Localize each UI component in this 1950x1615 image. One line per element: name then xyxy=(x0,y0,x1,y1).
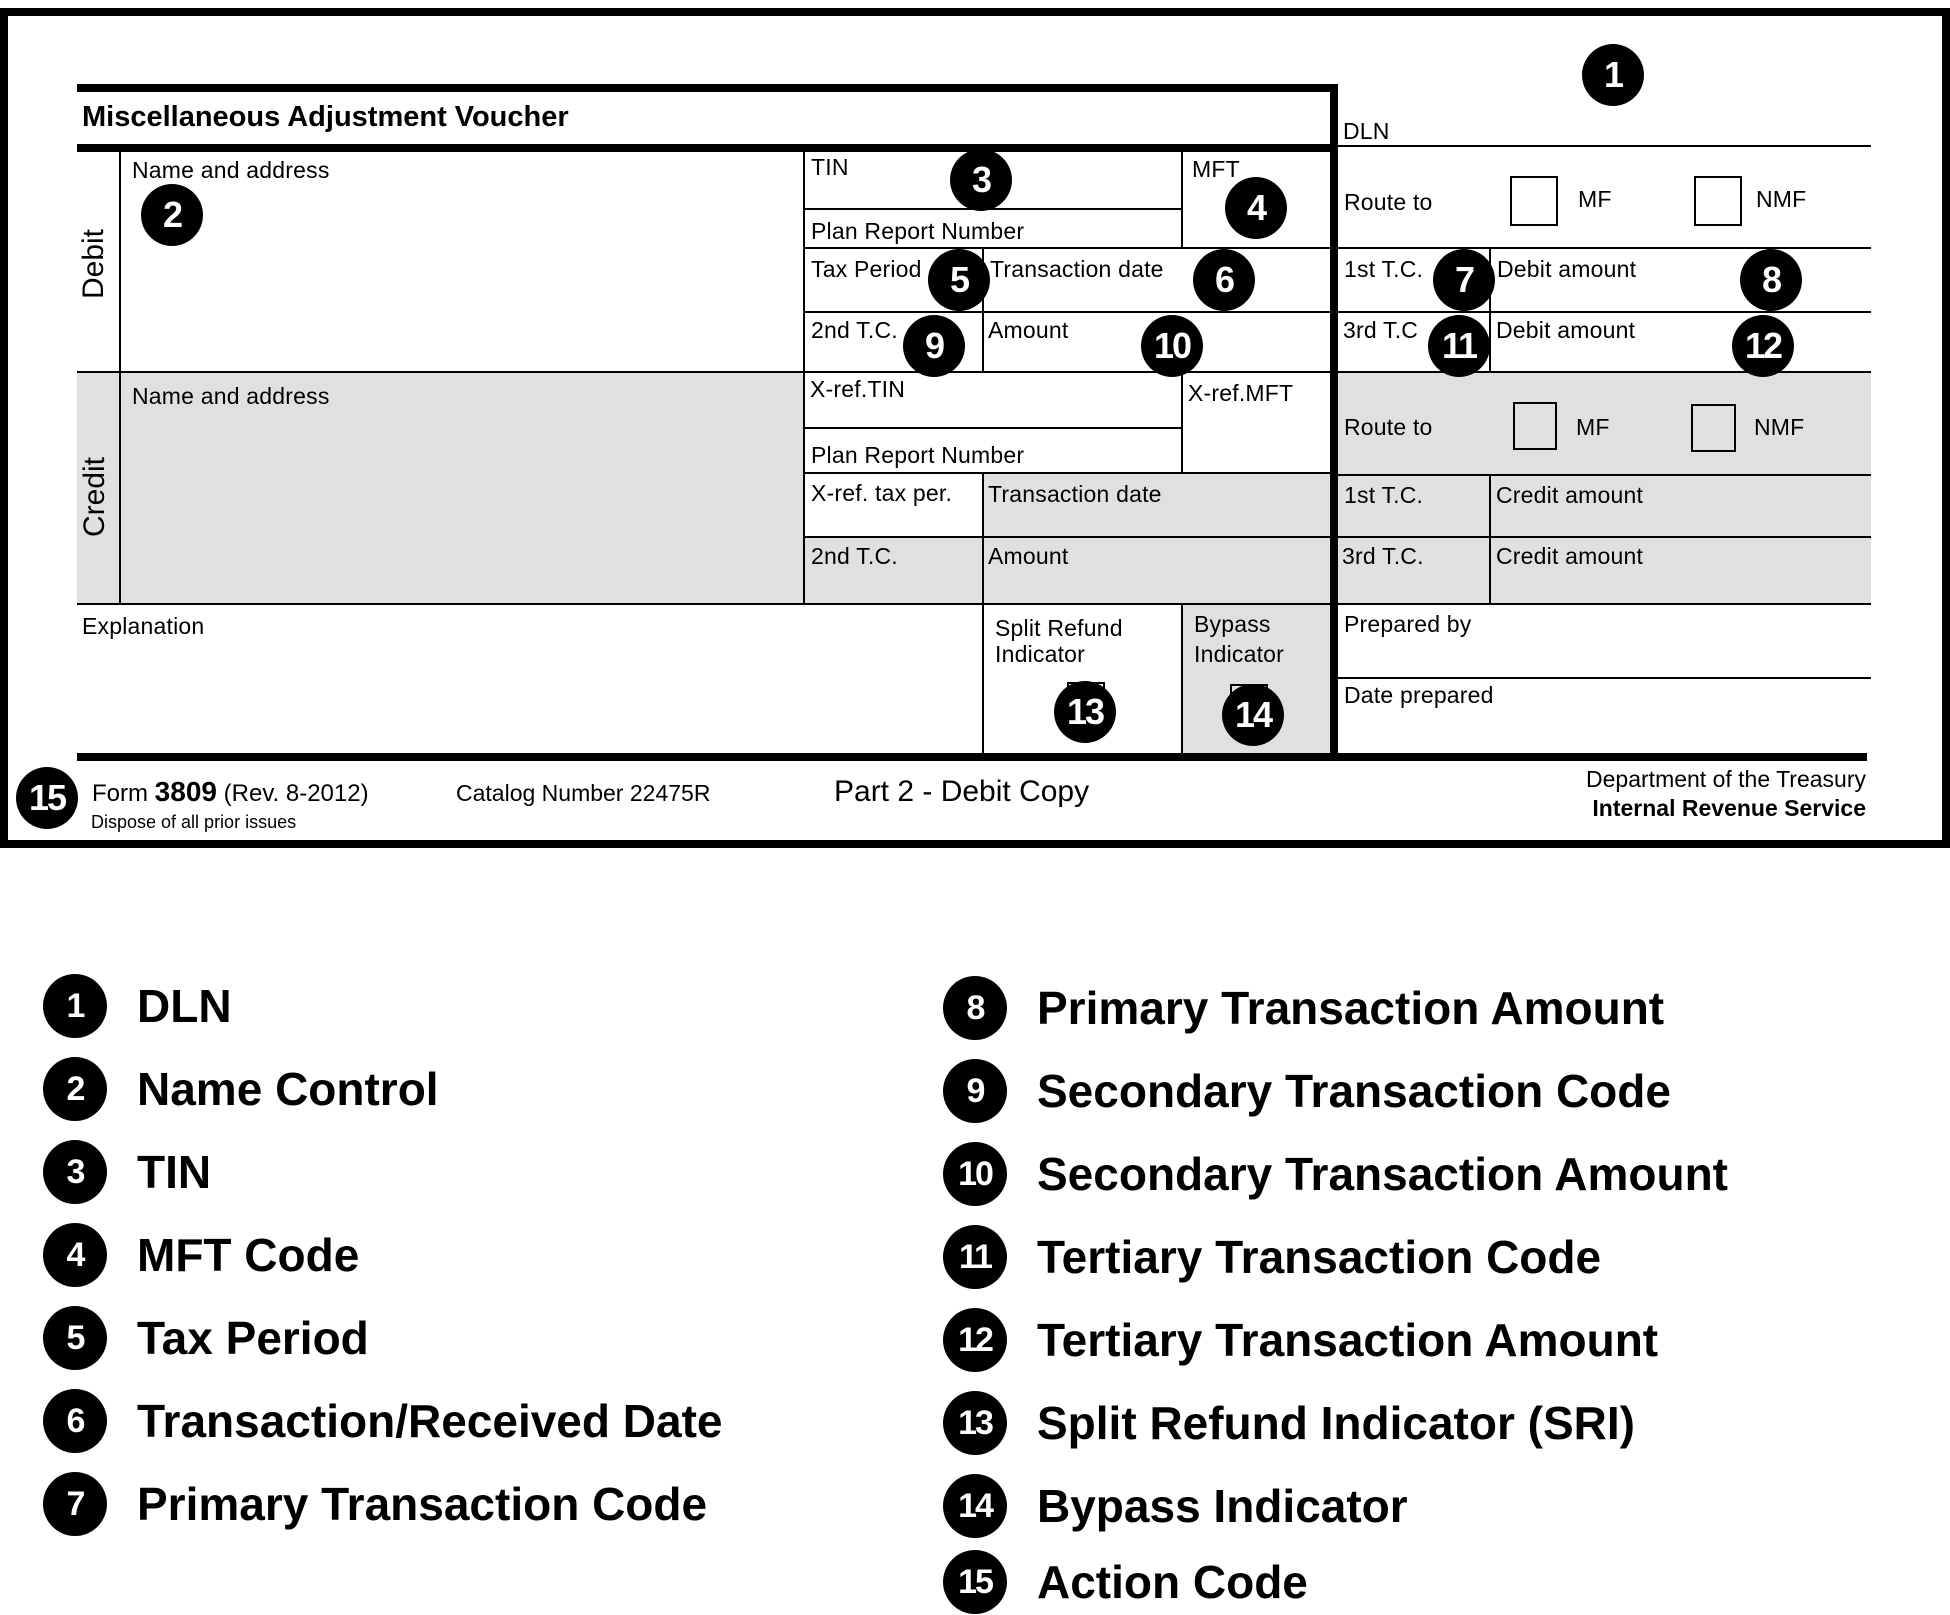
callout-badge-6: 6 xyxy=(1193,249,1255,311)
rule xyxy=(803,427,1181,429)
credit-nmf-checkbox[interactable] xyxy=(1691,404,1736,452)
callout-badge-4: 4 xyxy=(1225,177,1287,239)
debit-name-address-label[interactable]: Name and address xyxy=(132,157,330,183)
credit-xref-tin-label[interactable]: X-ref.TIN xyxy=(810,376,906,402)
rule xyxy=(77,371,1871,373)
legend-badge: 4 xyxy=(43,1223,107,1287)
legend-badge: 7 xyxy=(43,1472,107,1536)
rule xyxy=(982,473,984,753)
legend-item xyxy=(943,1059,1671,1123)
legend-item xyxy=(943,976,1664,1040)
credit-route-to-label: Route to xyxy=(1344,414,1433,440)
debit-tin-label[interactable]: TIN xyxy=(811,154,849,180)
date-prepared-label[interactable]: Date prepared xyxy=(1344,682,1494,708)
rule xyxy=(1338,311,1871,313)
catalog-number: Catalog Number 22475R xyxy=(456,780,711,806)
rule xyxy=(1181,604,1183,753)
header-bottom-rule xyxy=(77,144,1338,152)
legend-item xyxy=(43,1389,722,1453)
debit-mft-label[interactable]: MFT xyxy=(1192,156,1240,182)
legend-badge: 13 xyxy=(943,1391,1007,1455)
rule xyxy=(1338,677,1871,679)
legend-item xyxy=(943,1142,1728,1206)
debit-route-to-label: Route to xyxy=(1344,189,1433,215)
footer-rule xyxy=(77,753,1867,761)
bypass-label-line1: Bypass xyxy=(1194,611,1271,637)
legend-badge: 2 xyxy=(43,1057,107,1121)
credit-second-tc-label[interactable]: 2nd T.C. xyxy=(811,543,898,569)
bypass-label-line2: Indicator xyxy=(1194,641,1285,667)
form-revision: (Rev. 8-2012) xyxy=(223,780,369,807)
credit-side-label: Credit xyxy=(78,456,111,538)
dln-rule xyxy=(1338,145,1871,147)
legend-item xyxy=(43,1057,439,1121)
debit-mf-label: MF xyxy=(1578,186,1612,212)
legend-item xyxy=(943,1550,1308,1614)
legend-badge: 5 xyxy=(43,1306,107,1370)
legend-badge: 11 xyxy=(943,1225,1007,1289)
rule xyxy=(1181,372,1183,473)
credit-amount-label[interactable]: Amount xyxy=(988,543,1069,569)
form-number: 3809 xyxy=(154,776,217,807)
credit-transaction-date-label[interactable]: Transaction date xyxy=(988,481,1162,507)
debit-amount-label[interactable]: Amount xyxy=(988,317,1069,343)
legend-item xyxy=(43,974,232,1038)
credit-third-tc-label[interactable]: 3rd T.C. xyxy=(1342,543,1424,569)
callout-badge-5: 5 xyxy=(928,249,990,311)
callout-badge-12: 12 xyxy=(1732,315,1794,377)
debit-second-tc-label[interactable]: 2nd T.C. xyxy=(811,317,898,343)
credit-xref-mft-label[interactable]: X-ref.MFT xyxy=(1188,380,1294,406)
legend-label: TIN xyxy=(137,1146,212,1198)
credit-mf-label: MF xyxy=(1576,414,1610,440)
form-title: Miscellaneous Adjustment Voucher xyxy=(82,101,569,133)
legend-badge: 15 xyxy=(943,1550,1007,1614)
legend-item xyxy=(43,1306,369,1370)
debit-nmf-label: NMF xyxy=(1756,186,1807,212)
legend-label: Bypass Indicator xyxy=(1037,1480,1408,1532)
callout-badge-14: 14 xyxy=(1222,684,1284,746)
debit-mf-checkbox[interactable] xyxy=(1510,176,1558,226)
legend-item xyxy=(943,1391,1635,1455)
credit-plan-report-label[interactable]: Plan Report Number xyxy=(811,442,1025,468)
legend-item xyxy=(43,1140,211,1204)
copy-part: Part 2 - Debit Copy xyxy=(834,775,1090,808)
dispose-note: Dispose of all prior issues xyxy=(91,812,297,832)
split-refund-label-line2: Indicator xyxy=(995,641,1086,667)
legend-badge: 9 xyxy=(943,1059,1007,1123)
legend-item xyxy=(43,1223,359,1287)
debit-side-label: Debit xyxy=(77,228,110,300)
debit-tax-period-label[interactable]: Tax Period xyxy=(811,256,922,282)
credit-nmf-label: NMF xyxy=(1754,414,1805,440)
credit-amount-1-label[interactable]: Credit amount xyxy=(1496,482,1644,508)
legend-badge: 14 xyxy=(943,1474,1007,1538)
form-number-line xyxy=(92,776,369,808)
rule xyxy=(803,472,1330,474)
debit-transaction-date-label[interactable]: Transaction date xyxy=(990,256,1164,282)
callout-badge-2: 2 xyxy=(141,184,203,246)
rule xyxy=(1489,475,1491,604)
legend-label: Primary Transaction Amount xyxy=(1037,982,1665,1034)
header-top-rule xyxy=(77,84,1338,92)
rule xyxy=(803,151,805,604)
legend-label: Transaction/Received Date xyxy=(137,1395,723,1447)
callout-badge-11: 11 xyxy=(1428,315,1490,377)
callout-badge-10: 10 xyxy=(1141,315,1203,377)
main-divider xyxy=(1330,84,1338,761)
legend-label: Split Refund Indicator (SRI) xyxy=(1037,1397,1635,1449)
legend-label: Tertiary Transaction Code xyxy=(1037,1231,1602,1283)
legend-badge: 8 xyxy=(943,976,1007,1040)
legend-item xyxy=(43,1472,707,1536)
callout-badge-8: 8 xyxy=(1740,249,1802,311)
legend-label: Secondary Transaction Amount xyxy=(1037,1148,1728,1200)
legend-label: DLN xyxy=(137,980,232,1032)
rule xyxy=(803,536,1871,538)
rule xyxy=(1338,474,1871,476)
split-refund-label-line1: Split Refund xyxy=(995,615,1123,641)
legend-badge: 1 xyxy=(43,974,107,1038)
callout-badge-9: 9 xyxy=(903,315,965,377)
legend-badge: 3 xyxy=(43,1140,107,1204)
legend-item xyxy=(943,1474,1408,1538)
rule xyxy=(1181,151,1183,248)
rule xyxy=(803,311,1330,313)
callout-badge-7: 7 xyxy=(1433,249,1495,311)
callout-badge-3: 3 xyxy=(950,149,1012,211)
legend-label: Action Code xyxy=(1037,1556,1308,1608)
explanation-label[interactable]: Explanation xyxy=(82,613,205,639)
legend-item xyxy=(943,1225,1601,1289)
legend-label: Primary Transaction Code xyxy=(137,1478,708,1530)
debit-plan-report-label[interactable]: Plan Report Number xyxy=(811,218,1025,244)
callout-badge-15: 15 xyxy=(16,767,78,829)
debit-amount-2-label[interactable]: Debit amount xyxy=(1496,317,1636,343)
debit-amount-1-label[interactable]: Debit amount xyxy=(1497,256,1637,282)
credit-name-address-label[interactable]: Name and address xyxy=(132,383,330,409)
credit-amount-2-label[interactable]: Credit amount xyxy=(1496,543,1644,569)
legend-label: Name Control xyxy=(137,1063,439,1115)
rule xyxy=(77,603,1871,605)
department-name: Department of the Treasury xyxy=(1586,766,1866,792)
rule xyxy=(119,151,121,604)
debit-first-tc-label[interactable]: 1st T.C. xyxy=(1344,256,1424,282)
legend-badge: 12 xyxy=(943,1308,1007,1372)
callout-badge-13: 13 xyxy=(1054,681,1116,743)
legend-label: Tax Period xyxy=(137,1312,369,1364)
dln-label: DLN xyxy=(1343,118,1390,144)
legend-badge: 10 xyxy=(943,1142,1007,1206)
legend-badge: 6 xyxy=(43,1389,107,1453)
debit-third-tc-label[interactable]: 3rd T.C xyxy=(1343,317,1419,343)
agency-name: Internal Revenue Service xyxy=(1592,795,1866,821)
legend-label: Tertiary Transaction Amount xyxy=(1037,1314,1659,1366)
credit-mf-checkbox[interactable] xyxy=(1513,402,1557,450)
legend-label: Secondary Transaction Code xyxy=(1037,1065,1671,1117)
form-prefix: Form xyxy=(92,780,148,807)
credit-first-tc-label[interactable]: 1st T.C. xyxy=(1344,482,1424,508)
debit-nmf-checkbox[interactable] xyxy=(1694,176,1742,226)
callout-badge-1: 1 xyxy=(1582,44,1644,106)
prepared-by-label[interactable]: Prepared by xyxy=(1344,611,1472,637)
legend-label: MFT Code xyxy=(137,1229,360,1281)
legend-item xyxy=(943,1308,1658,1372)
credit-xref-tax-per-label[interactable]: X-ref. tax per. xyxy=(811,480,953,506)
